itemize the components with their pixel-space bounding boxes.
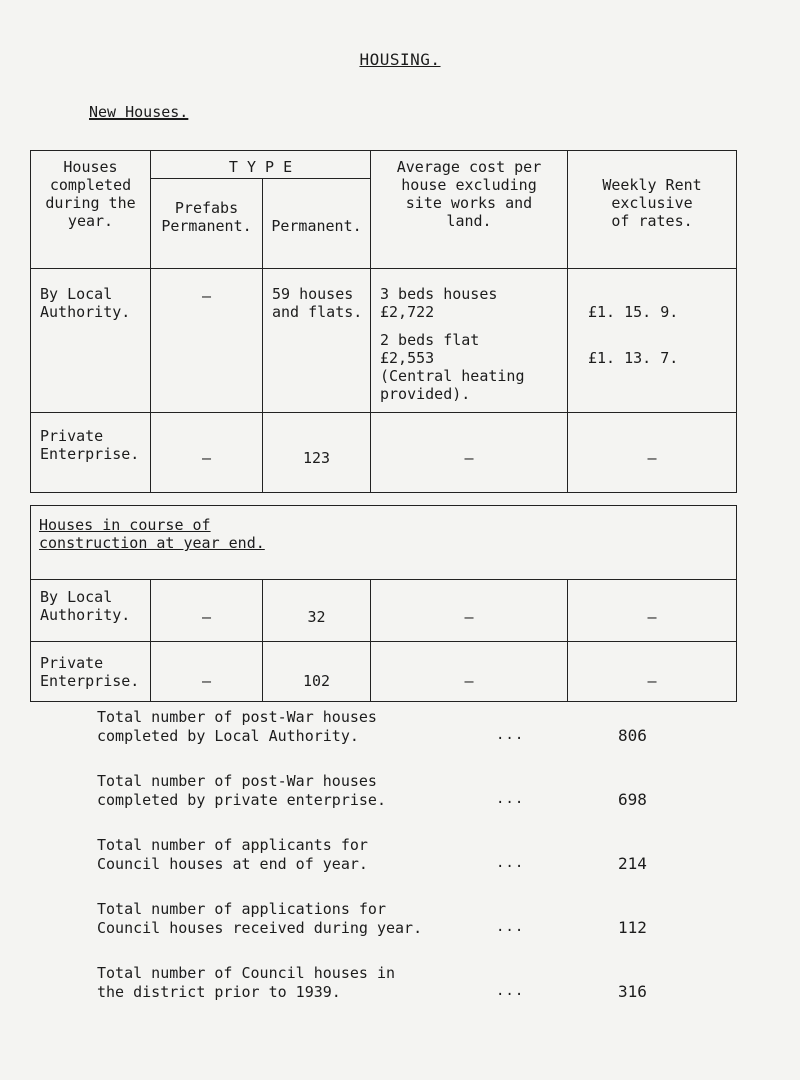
cost-houses: 3 beds houses £2,722 (380, 285, 498, 321)
summary-text: Total number of post-War houses completed by private enterprise. (97, 772, 386, 809)
cell-average-cost (371, 269, 568, 413)
cell-average-cost: — (371, 580, 568, 642)
header-prefabs: Prefabs Permanent. (151, 179, 263, 269)
summary-text: Total number of applicants for Council houses at end of year. (97, 836, 368, 873)
row-label: Private Enterprise. (31, 413, 151, 493)
cell-weekly-rent: — (568, 642, 737, 702)
leader-dots: ... (496, 791, 525, 807)
row-label: Private Enterprise. (31, 642, 151, 702)
cell-prefabs: — (151, 580, 263, 642)
cell-weekly-rent (568, 269, 737, 413)
cell-average-cost: — (371, 642, 568, 702)
leader-dots: ... (496, 983, 525, 999)
cost-flats: 2 beds flat £2,553 (Central heating provided). (380, 331, 525, 403)
cell-permanent: 59 houses and flats. (263, 269, 371, 413)
cell-prefabs: — (151, 269, 263, 413)
construction-section-title: Houses in course of construction at year end. (31, 506, 737, 580)
rent-flats: £1. 13. 7. (588, 349, 679, 367)
cell-weekly-rent: — (568, 580, 737, 642)
cell-average-cost: — (371, 413, 568, 493)
row-label: By Local Authority. (31, 269, 151, 413)
page-subheading: New Houses. (89, 103, 189, 121)
summary-value: 214 (618, 854, 647, 873)
cell-permanent: 102 (263, 642, 371, 702)
rent-houses: £1. 15. 9. (588, 303, 679, 321)
summary-value: 698 (618, 790, 647, 809)
table-row (31, 580, 737, 642)
summary-text: Total number of applications for Council houses received during year. (97, 900, 423, 937)
leader-dots: ... (496, 855, 525, 871)
cell-permanent: 32 (263, 580, 371, 642)
summary-value: 806 (618, 726, 647, 745)
header-average-cost: Average cost per house excluding site works and land. (371, 151, 568, 269)
cell-weekly-rent: — (568, 413, 737, 493)
cell-prefabs: — (151, 413, 263, 493)
summary-value: 112 (618, 918, 647, 937)
completed-houses-table (30, 150, 737, 493)
header-permanent: Permanent. (263, 179, 371, 269)
cell-permanent: 123 (263, 413, 371, 493)
summary-row (97, 772, 697, 836)
table-row (31, 413, 737, 493)
construction-table (30, 505, 737, 702)
summary-row (97, 964, 697, 1028)
summary-text: Total number of post-War houses completed by Local Authority. (97, 708, 377, 745)
header-type: T Y P E (151, 151, 371, 179)
summary-totals (97, 708, 697, 1028)
summary-text: Total number of Council houses in the district prior to 1939. (97, 964, 396, 1001)
leader-dots: ... (496, 727, 525, 743)
summary-row (97, 836, 697, 900)
header-weekly-rent: Weekly Rent exclusive of rates. (568, 151, 737, 269)
page-heading: HOUSING. (359, 50, 441, 69)
summary-row (97, 708, 697, 772)
table-row (31, 642, 737, 702)
cell-prefabs: — (151, 642, 263, 702)
summary-row (97, 900, 697, 964)
table-row (31, 269, 737, 413)
row-label: By Local Authority. (31, 580, 151, 642)
leader-dots: ... (496, 919, 525, 935)
header-houses-completed: Houses completed during the year. (31, 151, 151, 269)
summary-value: 316 (618, 982, 647, 1001)
